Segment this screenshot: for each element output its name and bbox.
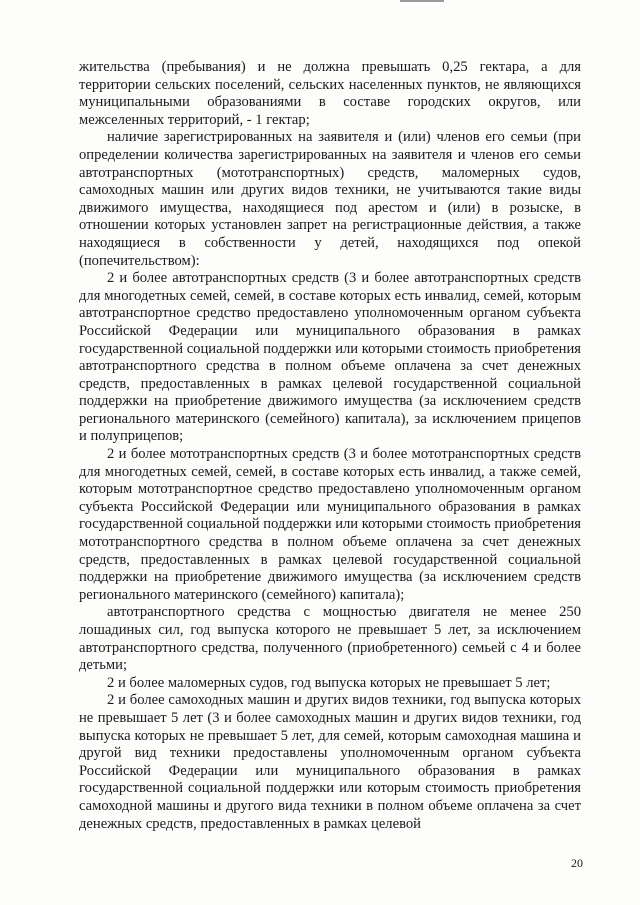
- paragraph-small-boats: 2 и более маломерных судов, год выпуска которых не превышает 5 лет;: [107, 674, 551, 691]
- paragraph-residence-land-limit: жительства (пребывания) и не должна превышать 0,25 гектара, а для территории сельских поселений, сельских населенных пунктов, не являющихся муниципальными образованиями в составе городских округов, или межселенных территорий, - 1 гектар;: [79, 59, 581, 128]
- page-number: 20: [571, 856, 583, 870]
- paragraph-self-propelled-machines: 2 и более самоходных машин и других видов техники, год выпуска которых не превышает 5 лет (3 и более самоходных машин и других видов техники, год выпуска которых не превышает 5 лет, для семей, которым самоходная машина и другой вид техники предоставлены уполномоченным органом субъекта Российской Федерации или муниципального образования в рамках государственной социальной поддержки или которым стоимость приобретения самоходной машины и другого вида техники в полном объеме оплачена за счет денежных средств, предоставленных в рамках целевой: [79, 692, 581, 832]
- paragraph-high-power-car: автотранспортного средства с мощностью двигателя не менее 250 лошадиных сил, год выпуска которого не превышает 5 лет, за исключением автотранспортного средства, полученного (приобретенного) семьей с 4 и более детьми;: [79, 604, 581, 674]
- paragraph-motorcycles: 2 и более мототранспортных средств (3 и более мототранспортных средств для многодетных семей, семей, в составе которых есть инвалид, а также семей, которым мототранспортное средство предоставлено уполномоченным органом субъекта Российской Федерации или муниципального образования в рамках государственной социальной поддержки или которыми стоимость приобретения мототранспортного средства в полном объеме оплачена за счет денежных средств, предоставленных в рамках целевой государственной социальной поддержки на приобретение движимого имущества (за исключением средств регионального материнского (семейного) капитала);: [79, 446, 581, 603]
- paragraph-registered-vehicles: наличие зарегистрированных на заявителя и (или) членов его семьи (при определении количества зарегистрированных на заявителя и членов его семьи автотранспортных (мототранспортных) средств, маломерных судов, самоходных машин или других видов техники, не учитываются такие виды движимого имущества, находящиеся под арестом и (или) в розыске, в отношении которых установлен запрет на регистрационные действия, а также находящиеся в собственности у детей, находящихся под опекой (попечительством):: [79, 129, 581, 269]
- scan-edge-mark: [400, 0, 444, 2]
- paragraph-cars: 2 и более автотранспортных средств (3 и более автотранспортных средств для многодетных семей, семей, в составе которых есть инвалид, семей, которым автотранспортное средство предоставлено уполномоченным органом субъекта Российской Федерации или муниципального образования в рамках государственной социальной поддержки или которыми стоимость приобретения автотранспортного средства в полном объеме оплачена за счет денежных средств, предоставленных в рамках целевой государственной социальной поддержки на приобретение движимого имущества (за исключением средств регионального материнского (семейного) капитала), за исключением прицепов и полуприцепов;: [79, 270, 581, 445]
- document-body: [79, 59, 581, 833]
